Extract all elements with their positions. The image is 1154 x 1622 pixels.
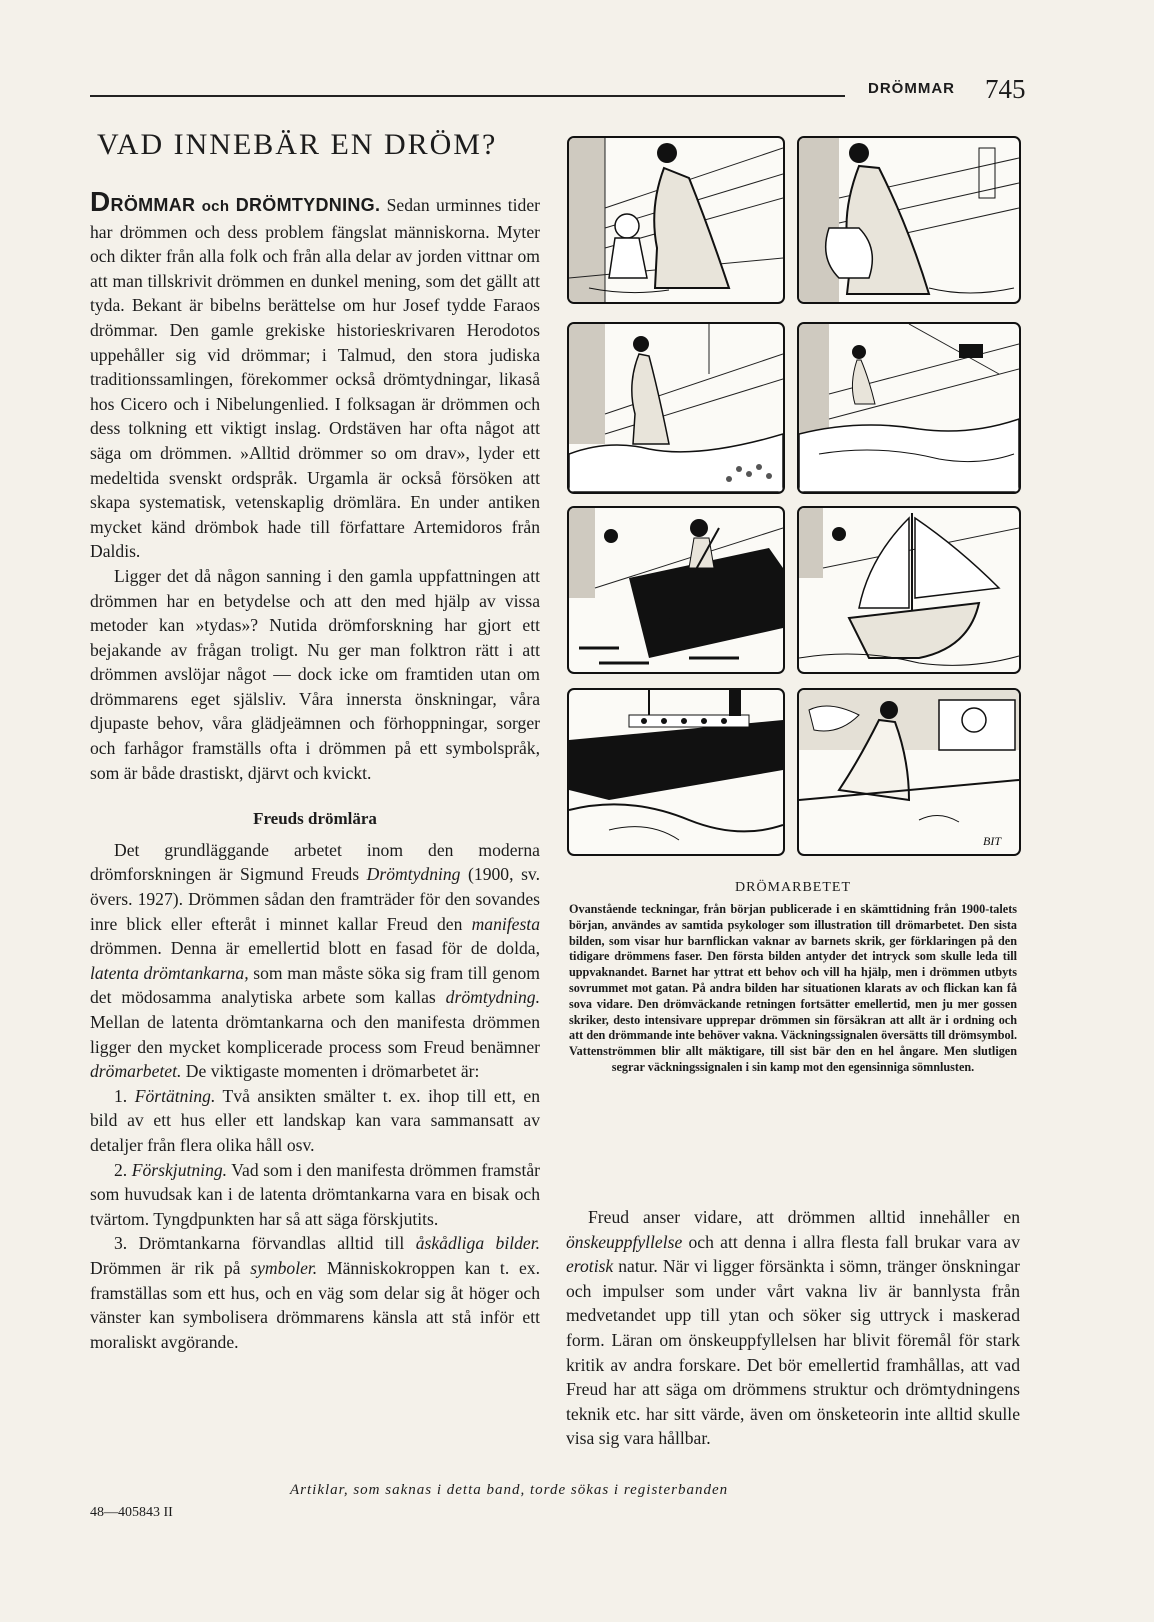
comic-panel-3 [567, 322, 785, 494]
comic-illustration [569, 138, 783, 302]
list-item: 2. Förskjutning. Vad som i den manifesta drömmen framstår som huvudsak kan i de latenta drömtankarna vara en bisak och tvärtom. Tyngdpunkten har så att säga förskjutits. [90, 1159, 540, 1229]
freud-paragraph: Det grundläggande arbetet inom den moderna drömforskningen är Sigmund Freuds Drömtydning (1900, sv. övers. 1927). Drömmen sådan den framträder för den sovandes inre blick eller efteråt i minnet kallar Freud den manifesta drömmen. Denna är emellertid blott en fasad för de dolda, latenta drömtankarna, som man måste söka sig fram till genom det mödosamma analytiska arbete som kallas drömtydning. Mellan de latenta drömtankarna och den manifesta drömmen ligger den mycket komplicerade process som Freud benämner drömarbetet. De viktigaste momenten i drömarbetet är: [90, 839, 540, 1082]
list-item: 1. Förtätning. Två ansikten smälter t. ex. ihop till ett, en bild av ett hus eller ett landskap kan vara sammansatt av detaljer från flera olika håll osv. [90, 1085, 540, 1155]
list-item: 3. Drömtankarna förvandlas alltid till åskådliga bilder. Drömmen är rik på symboler. Människokroppen kan t. ex. framställas som ett hus, och en väg som delar sig åt höger och vänster kan symbolisera drömmarens känsla att stå inför ett moraliskt avgörande. [90, 1233, 540, 1352]
comic-panel-7 [567, 688, 785, 856]
running-header-title: DRÖMMAR [868, 80, 955, 97]
article-headline: VAD INNEBÄR EN DRÖM? [97, 128, 498, 161]
comic-illustration [799, 690, 1019, 854]
comic-panel-1 [567, 136, 785, 304]
comic-illustration [569, 324, 783, 492]
right-column [566, 1205, 1020, 1451]
left-column [90, 186, 540, 1354]
comic-panel-8 [797, 688, 1021, 856]
intro-paragraph-2: Ligger det då någon sanning i den gamla uppfattningen att drömmen har en betydelse och att den med hjälp av vissa metoder kan »tydas»? Nutida drömforskning har gjort ett bejakande av frågan troligt. Nu ger man folktron rätt i att drömmen avslöjar något — dock icke om framtiden utan om drömmarens eget själsliv. Våra innersta önskningar, våra djupaste behov, våra glädjeämnen och förhoppningar, sorger och farhågor framställs ofta i drömmen på ett symbolspråk, som är både drastiskt, djärvt och kvickt. [90, 565, 540, 783]
comic-panel-4 [797, 322, 1021, 494]
caption-text: Ovanstående teckningar, från början publicerade i en skämttidning från 1900-talets början, användes av samtida psykologer som illustration till drömarbetet. Den sista bilden, som visar hur barnflickan vaknar av barnets skrik, ger förklaringen på den tidigare drömmens faser. Den första bilden antyder det intryck som skulle leda till uppvaknandet. Barnet har yttrat ett behov och vill ha hjälp, men i drömmen utbyts sovrummet mot gatan. På andra bilden har situationen klarats av och flickan kan få sova vidare. Den drömväckande retningen fortsätter emellertid, men ju mer gossen skriker, desto intensivare upprepar drömmen sin försäkran att allt är i ordning och att den drömmande inte behöver vakna. Väckningssignalen översätts till drömsymbol. Vattenströmmen blir allt mäktigare, till sist bär den en hel ångare. Men slutligen segrar väckningssignalen i sin kamp mot den egensinniga sömnlusten. [569, 902, 1017, 1074]
comic-caption [569, 880, 1017, 1076]
comic-illustration [569, 508, 783, 672]
header-rule [90, 95, 845, 97]
comic-panel-2 [797, 136, 1021, 304]
page-number: 745 [985, 74, 1026, 104]
right-paragraph: Freud anser vidare, att drömmen alltid innehåller en önskeuppfyllelse och att denna i allra flesta fall brukar vara av erotisk natur. När vi ligger försänkta i sömn, tränger önskningar och impulser som under vårt vakna liv är bannlysta från medvetandet upp till ytan och söker sig uttryck i maskerad form. Läran om önskeuppfyllelsen har blivit föremål för stark kritik av andra forskare. Det bör emellertid framhållas, att vad Freud har att säga om drömmens struktur och drömtydningens teknik etc. har sitt värde, även om önsketeorin inte alltid skulle visa sig vara hållbar. [566, 1207, 1020, 1449]
caption-title: DRÖMARBETET [735, 880, 851, 895]
comic-illustration [799, 508, 1019, 672]
artist-signature: BIT [983, 834, 1001, 848]
comic-panel-6 [797, 506, 1021, 674]
intro-paragraph-1: DRÖMMAR och DRÖMTYDNING. Sedan urminnes tider har drömmen och dess problem fängslat människorna. Myter och dikter från alla folk och från alla delar av jorden vittnar om att man tillskrivit drömmen en dunkel mening, som det gällt att tyda. Bekant är bibelns berättelse om hur Josef tydde Faraos drömmar. Den gamle grekiske historieskrivaren Herodotos uppehåller sig vid drömmar; i Talmud, den stora judiska traditionssamlingen, förekommer också drömtydningar, likaså hos Cicero och i Nibelungenlied. I folksagan är drömmen och dess tolkning ett viktigt inslag. Ordstäven har ofta något att säga om drömmen. »Alltid drömmer so om drav», lyder ett medeltida svenskt ordspråk. Urgamla är också försöken att skapa systematisk, vetenskaplig drömlära. En under antiken mycket känd drömbok hade till författare Artemidoros från Daldis. [90, 186, 540, 562]
footer-code: 48—405843 II [90, 1505, 173, 1520]
comic-illustration [799, 138, 1019, 302]
dream-work-list [90, 1084, 540, 1355]
comic-illustration [799, 324, 1019, 492]
comic-panel-5 [567, 506, 785, 674]
comic-illustration [569, 690, 783, 854]
footer-note: Artiklar, som saknas i detta band, torde sökas i registerbanden [290, 1482, 729, 1498]
section-heading-freud: Freuds drömlära [253, 809, 377, 829]
lead-in: DRÖMMAR och DRÖMTYDNING. [90, 186, 381, 217]
